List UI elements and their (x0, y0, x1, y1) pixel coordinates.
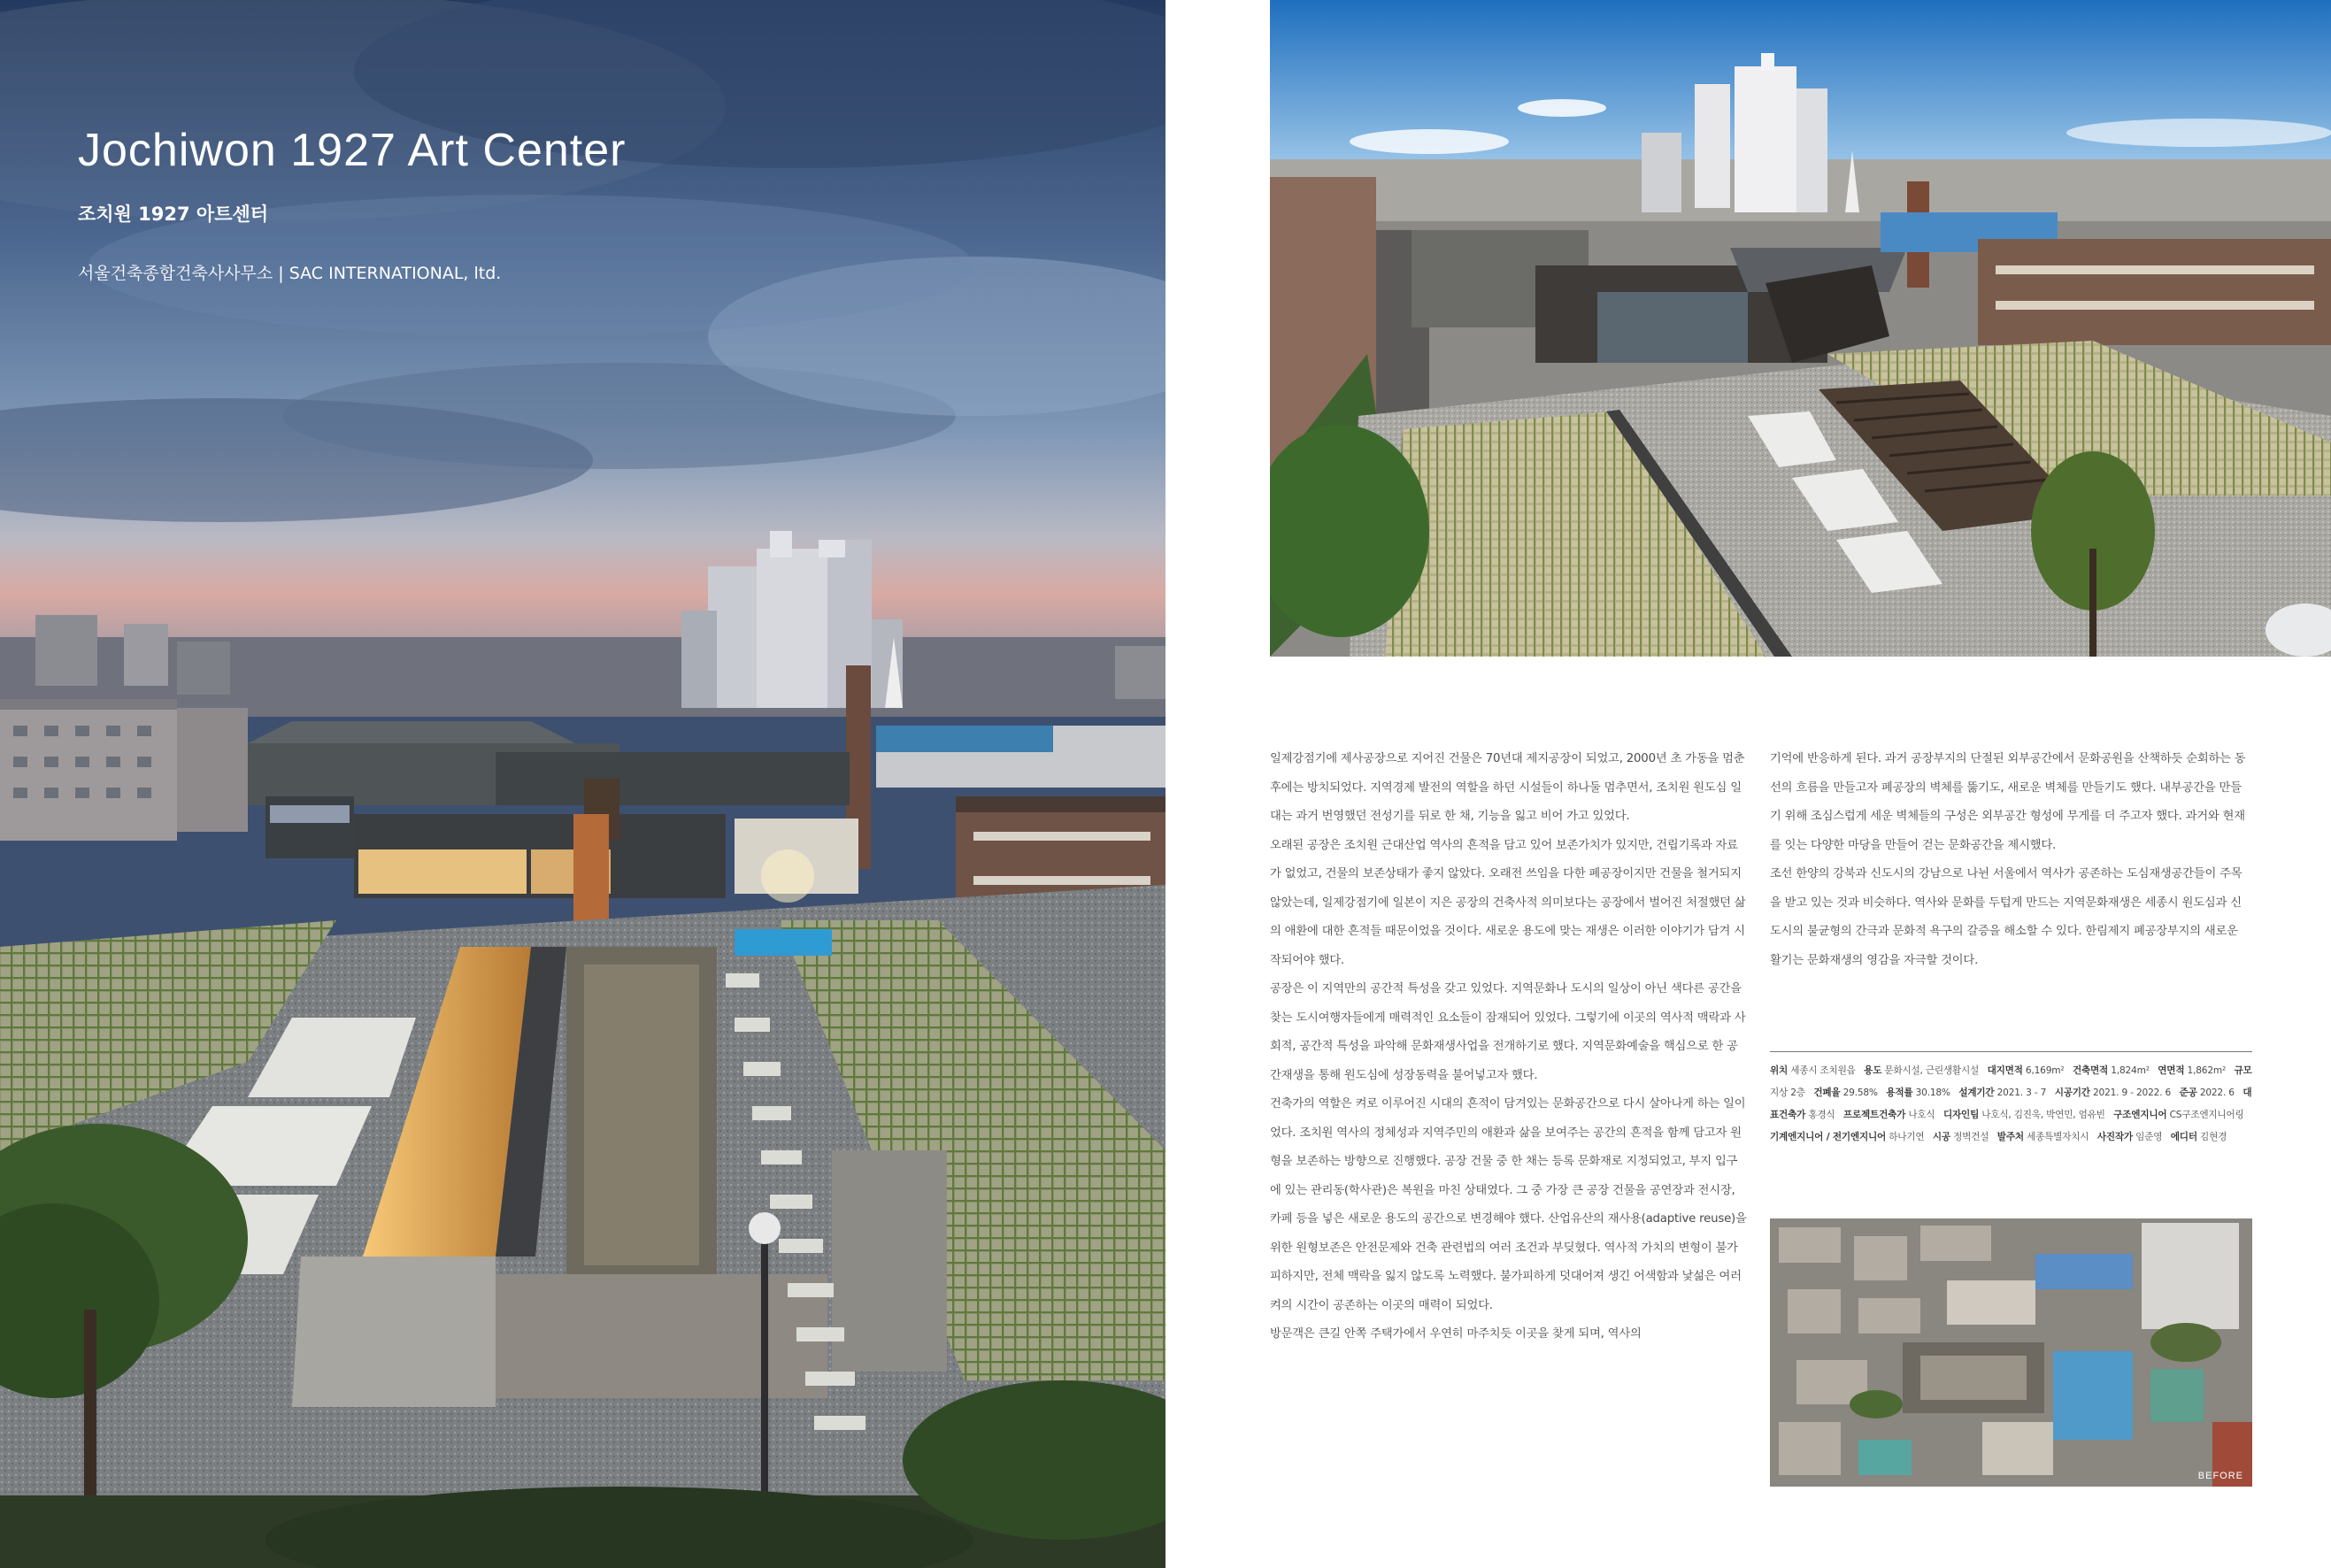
before-label: BEFORE (2197, 1471, 2243, 1481)
info-entry (2180, 1088, 2235, 1098)
info-entry (2055, 1088, 2171, 1098)
info-label: 규모 (2234, 1065, 2252, 1076)
info-value: 2022. 6 (2199, 1088, 2235, 1098)
body-paragraph: 방문객은 큰길 안쪽 주택가에서 우연히 마주치듯 이곳을 찾게 되며, 역사의 (1270, 1327, 1642, 1341)
info-label: 건폐율 (1813, 1088, 1841, 1098)
info-label: 시공기간 (2054, 1088, 2090, 1098)
info-label: 위치 (1770, 1065, 1789, 1076)
info-divider (1770, 1051, 2252, 1052)
info-label: 구조엔지니어 (2113, 1110, 2167, 1120)
info-entry (2158, 1065, 2226, 1076)
info-label: 연면적 (2158, 1065, 2185, 1076)
project-title: Jochiwon 1927 Art Center (78, 125, 627, 176)
body-paragraph: 건축가의 역할은 켜로 이루어진 시대의 흔적이 담겨있는 문화공간으로 다시 살아나게 하는 일이었다. 조치원 역사의 정체성과 지역주민의 애환과 삶을 보여주는 공간의 흔적을 함께 담고자 원형을 보존하는 방향으로 진행했다. 공장 건물 중 한 채는 등록 문화재로 지정되었고, 부지 입구에 있는 관리동(학사관)은 복원을 마친 상태였다. 그 중 가장 큰 공장 건물을 공연장과 전시장, 카페 등을 넣은 새로운 용도의 공간으로 변경해야 했다. 산업유산의 재사용(adaptive reuse)을 위한 원형보존은 안전문제와 건축 관련법의 여러 조건과 부딪혔다. 역사적 가치의 변형이 불가피하지만, 전체 맥락을 잃지 않도록 노력했다. 불가피하게 덧대어져 생긴 어색함과 낯섦은 여러 켜의 시간이 공존하는 이곳의 매력이 되었다. (1270, 1097, 1747, 1312)
info-value: 30.18% (1915, 1088, 1950, 1098)
info-entry (1933, 1132, 1989, 1142)
body-paragraph: 기억에 반응하게 된다. 과거 공장부지의 단절된 외부공간에서 문화공원을 산책하듯 순회하는 동선의 흐름을 만들고자 폐공장의 벽체를 뚫기도, 새로운 벽체를 만들기도 했다. 내부공간을 만들기 위해 조심스럽게 세운 벽체들의 구성은 외부공간 형성에 무게를 더 주고자 했다. 과거와 현재를 잇는 다양한 마당을 만들어 걷는 문화공간을 제시했다. (1770, 752, 2246, 852)
info-value: 지상 2층 (1770, 1088, 1805, 1098)
info-value: 6,169m² (2025, 1065, 2065, 1076)
info-value: 2021. 3 - 7 (1996, 1088, 2047, 1098)
info-entry (1988, 1065, 2065, 1076)
info-entry (1813, 1088, 1877, 1098)
info-value: 홍경식 (1808, 1110, 1835, 1120)
body-paragraph: 일제강점기에 제사공장으로 지어진 건물은 70년대 제지공장이 되었고, 2000년 초 가동을 멈춘 후에는 방치되었다. 지역경제 발전의 역할을 하던 시설들이 하나둘 멈추면서, 조치원 원도심 일대는 과거 번영했던 전성기를 뒤로 한 채, 기능을 잃고 비어 가고 있었다. (1270, 752, 1745, 823)
aerial-site-photo (1270, 0, 2331, 657)
info-entry (1843, 1110, 1935, 1120)
info-entry (1770, 1132, 1924, 1142)
body-paragraph: 조선 한양의 강북과 신도시의 강남으로 나뉜 서울에서 역사가 공존하는 도심재생공간들이 주목을 받고 있는 것과 비슷하다. 역사와 문화를 두텁게 만드는 지역문화재생은 세종시 원도심과 신도시의 불균형의 간극과 문화적 욕구의 갈증을 해소할 수 있다. 한림제지 폐공장부지의 새로운 활기는 문화재생의 영감을 자극할 것이다. (1770, 867, 2243, 967)
architect-credit: 서울건축종합건축사사무소 | SAC INTERNATIONAL, ltd. (78, 264, 502, 283)
info-label: 준공 (2179, 1088, 2197, 1098)
info-label: 에디터 (2170, 1132, 2197, 1142)
info-value: 나호식 (1908, 1110, 1935, 1120)
info-label: 시공 (1932, 1132, 1950, 1142)
project-title-korean: 조치원 1927 아트센터 (78, 204, 269, 225)
info-label: 대지면적 (1987, 1065, 2023, 1076)
info-entry (1997, 1132, 2089, 1142)
info-label: 발주처 (1996, 1132, 2024, 1142)
info-value: CS구조엔지니어링 (2169, 1110, 2244, 1120)
before-aerial-photo (1770, 1218, 2252, 1487)
info-value: 김현경 (2200, 1132, 2227, 1142)
info-value: 1,862m² (2187, 1065, 2227, 1076)
info-value: 정벽건설 (1953, 1132, 1989, 1142)
info-entry (2097, 1132, 2162, 1142)
info-value: 하나기연 (1889, 1132, 1925, 1142)
project-info (1770, 1060, 2252, 1149)
info-value: 세종시 조치원읍 (1790, 1065, 1856, 1076)
info-label: 건축면적 (2072, 1065, 2109, 1076)
body-text-column-1 (1270, 745, 1748, 1349)
info-label: 대표건축가 (1770, 1088, 2252, 1120)
info-value: 나호식, 김진욱, 박연민, 엄유빈 (1981, 1110, 2105, 1120)
info-value: 1,824m² (2111, 1065, 2150, 1076)
info-entry (1943, 1110, 2105, 1120)
page-gutter (1166, 0, 1270, 1568)
info-entry (1958, 1088, 2046, 1098)
text-page (1270, 0, 2331, 1568)
info-label: 용적률 (1886, 1088, 1913, 1098)
body-paragraph: 오래된 공장은 조치원 근대산업 역사의 흔적을 담고 있어 보존가치가 있지만, 건립기록과 자료가 없었고, 건물의 보존상태가 좋지 않았다. 오래전 쓰임을 다한 폐공장이지만 건물을 철거되지 않았는데, 일제강점기에 일본이 지은 공장의 건축사적 의미보다는 공장에서 벌어진 처절했던 삶의 애환에 대한 흔적들 때문이었을 것이다. 새로운 용도에 맞는 재생은 이러한 이야기가 담겨 시작되어야 했다. (1270, 838, 1746, 967)
info-value: 세종특별자치시 (2027, 1132, 2089, 1142)
info-label: 디자인팀 (1942, 1110, 1980, 1120)
info-label: 프로젝트건축가 (1842, 1110, 1906, 1120)
info-label: 사진작가 (2096, 1132, 2133, 1142)
body-text-column-2 (1770, 745, 2252, 975)
info-label: 용도 (1864, 1065, 1882, 1076)
body-paragraph: 공장은 이 지역만의 공간적 특성을 갖고 있었다. 지역문화나 도시의 일상이 아닌 색다른 공간을 찾는 도시여행자들에게 매력적인 요소들이 잠재되어 있었다. 그렇기에 이곳의 역사적 맥락과 사회적, 공간적 특성을 파악해 문화재생사업을 전개하기로 했다. 지역문화예술을 핵심으로 한 공간재생을 통해 원도심에 성장동력을 불어넣고자 했다. (1270, 982, 1746, 1082)
info-value: 임준영 (2135, 1132, 2163, 1142)
info-entry (1770, 1065, 1856, 1076)
title-block (78, 124, 626, 284)
info-entry (2073, 1065, 2150, 1076)
info-entry (2113, 1110, 2243, 1120)
info-value: 문화시설, 근린생활시설 (1884, 1065, 1980, 1076)
info-label: 기계엔지니어 / 전기엔지니어 (1770, 1132, 1887, 1142)
info-label: 설계기간 (1958, 1088, 1995, 1098)
info-entry (2171, 1132, 2227, 1142)
info-entry (1864, 1065, 1979, 1076)
info-value: 2021. 9 - 2022. 6 (2093, 1088, 2172, 1098)
info-entry (1886, 1088, 1950, 1098)
info-value: 29.58% (1842, 1088, 1878, 1098)
